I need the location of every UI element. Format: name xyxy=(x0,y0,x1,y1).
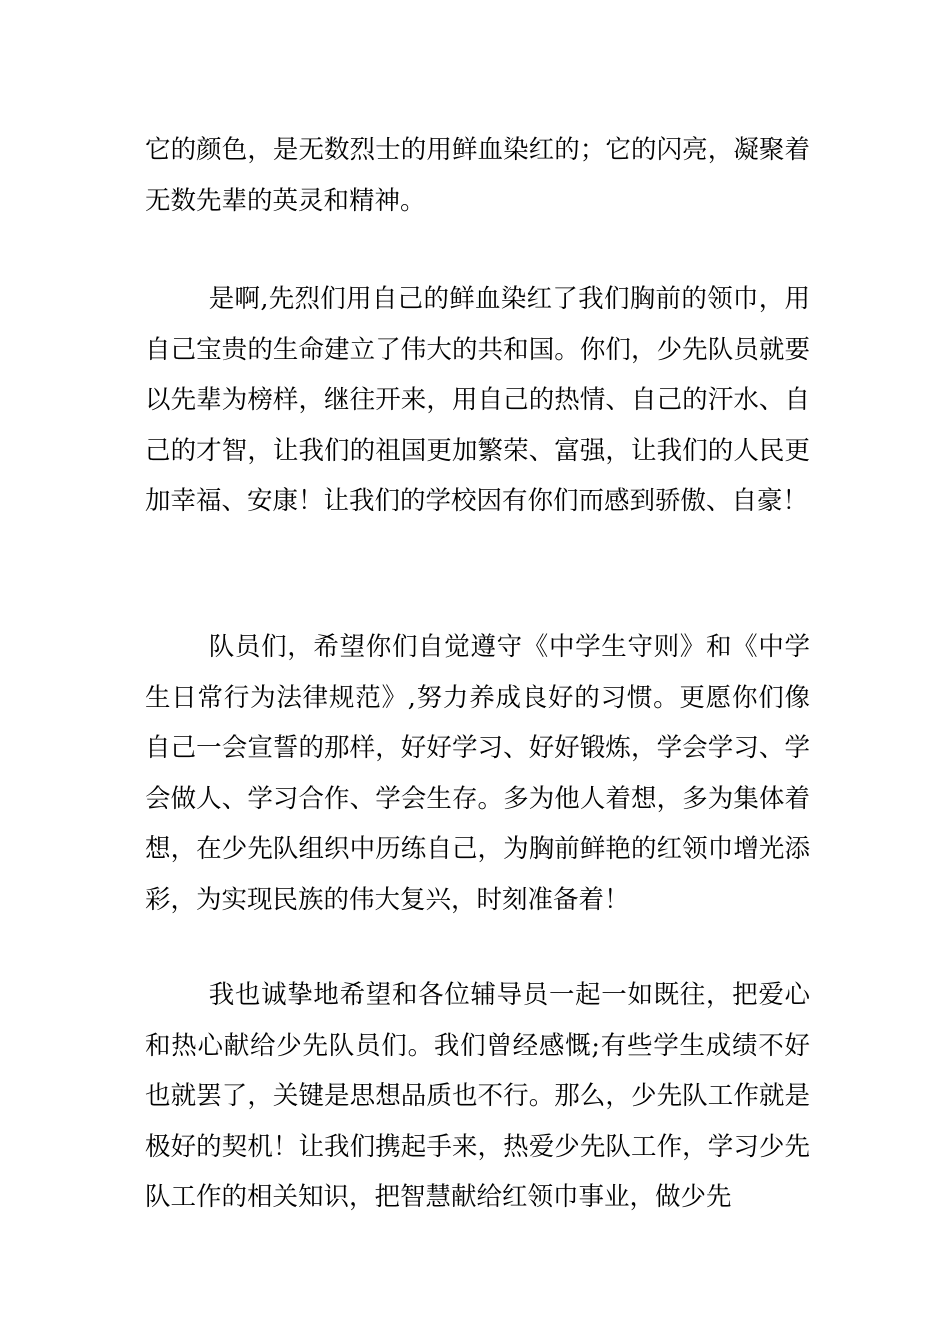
paragraph-2: 是啊,先烈们用自己的鲜血染红了我们胸前的领巾，用自己宝贵的生命建立了伟大的共和国。你们，少先队员就要以先辈为榜样，继往开来，用自己的热情、自己的汗水、自己的才智，让我们的祖国更加繁荣、富强，让我们的人民更加幸福、安康！让我们的学校因有你们而感到骄傲、自豪！ xyxy=(145,284,810,516)
paragraph-3: 队员们，希望你们自觉遵守《中学生守则》和《中学生日常行为法律规范》,努力养成良好的习惯。更愿你们像自己一会宣誓的那样，好好学习、好好锻炼，学会学习、学会做人、学习合作、学会生存。多为他人着想，多为集体着想，在少先队组织中历练自己，为胸前鲜艳的红领巾增光添彩，为实现民族的伟大复兴，时刻准备着！ xyxy=(145,632,810,915)
paragraph-4: 我也诚挚地希望和各位辅导员一起一如既往，把爱心和热心献给少先队员们。我们曾经感慨;有些学生成绩不好也就罢了，关键是思想品质也不行。那么，少先队工作就是极好的契机！让我们携起手来，热爱少先队工作，学习少先队工作的相关知识，把智慧献给红领巾事业，做少先 xyxy=(145,980,810,1212)
paragraph-1: 它的颜色，是无数烈士的用鲜血染红的；它的闪亮，凝聚着无数先辈的英灵和精神。 xyxy=(145,135,810,216)
